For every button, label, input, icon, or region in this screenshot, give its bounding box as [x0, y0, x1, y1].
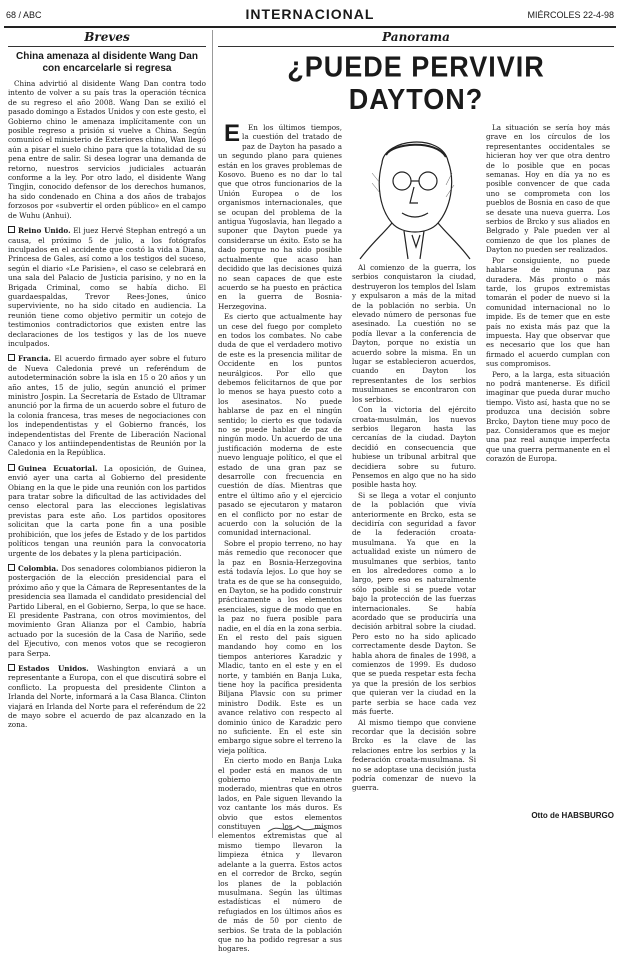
briefs-lead: China advirtió al disidente Wang Dan contra todo intento de volver a su país tras la operación técnica de su regreso el año 2008. Wang Dan se exilió el pasado domingo a Estados Unidos y con este gesto, el Gobierno chino le amenaza implícitamente con un posible regreso a prisión si vuelve a China. Según comunicó el ministerio de Exteriores chino, Wan llegó aún a pisar el suelo chino para que la totalidad de su pena entre de salir. Si desea lograr una demanda de retorno, nuestros servicios judiciales actuarán conforme a la ley. Por otro lado, el disidente Wang Tingjin, conocido defensor de los derechos humanos, ha sido condenado en China a dos años de trabajos forzosos por «subvertir el orden público» en el campo de Wuhu (Anhui).: [8, 79, 206, 220]
brief-label: Estados Unidos.: [18, 663, 89, 673]
article-column-2: [352, 123, 476, 843]
bullet-square-icon: [8, 226, 15, 233]
brief-text: La oposición, de Guinea, envió ayer una carta al Gobierno del presidente Obiang en la que le pide una reunión con los partidos para tratar sobre la dificultad de las actividades del censo electoral para las elecciones legislativas previstas para este año. Los partidos opositores solicitan que la carta pone fin a una posible prohibición, que los jefes de Estado y de los partidos políticos tengan una reunión para la convocatoria urgente de los debates y la plena participación.: [8, 463, 206, 558]
opinion-article: [218, 30, 614, 954]
article-paragraph: La situación se sería hoy más grave en los círculos de los representantes occidentales se hicieran hoy ver que otra dentro de lo posible que en pocas semanas. Hoy en día ya no es posible convencer de que cada uno se comprometa con los pueblos de Bosnia en caso de que se desate una nueva guerra. Los serbios de Brcko y sus aliados en Belgrado y Pale pueden ver al comienzo de que los planes de Dayton no pueden ser realizados.: [486, 123, 610, 255]
issue-date: MIÉRCOLES 22-4-98: [527, 10, 614, 20]
drop-cap: E: [224, 120, 241, 147]
article-paragraph: E En los últimos tiempos, la cuestión del tratado de paz de Dayton ha pasado a un segundo plano para quienes están en los graves problemas de Kosovo. Bueno es no dar lo tal que que otros funcionarios de la Unión Europea o de los organismos internacionales, que se ocupan del problema de la antigua Yugoslavia, han llegado a suponer que Dayton puede ya considerarse un éxito. Esto se ha dado porque no ha sido posible actualmente que acaso han decidido que las decisiones quizá no sean capaces de que este acuerdo se ha puesto en práctica en la guerra de Bosnia-Herzegovina.: [218, 120, 342, 311]
brief-item: [8, 664, 206, 730]
brief-text: El acuerdo firmado ayer sobre el futuro de Nueva Caledonia prevé un referéndum de autodeterminación sobre la isla en 15 o 20 años y un año antes, 15 de julio, según anunció el primer ministro Jospin. La Secretaría de Estado de Ultramar anunció por la firma de un acuerdo sobre el futuro de la colonia francesa, tras meses de negociaciones con los independentistas y el Gobierno francés, los independentistas del Frente de Liberación Nacional Canaco y los antiindependentistas de Reunión por la Caledonia en la República.: [8, 354, 206, 458]
article-paragraph: Al mismo tiempo que conviene recordar que la decisión sobre Brcko es la clave de las relaciones entre los serbios y la federación croata-musulmana. Si no se adoptase una decisión justa podría comenzar de nuevo la guerra.: [352, 717, 476, 793]
briefs-column: [8, 30, 206, 838]
ornament-icon: [258, 818, 338, 838]
article-paragraph: Es cierto que actualmente hay un cese del fuego por completo en todos los combates. No cabe duda de que el verdadero motivo de este es la presencia militar de Occidente en los puntos neurálgicos. Por ello que debemos felicitarnos de que por lo menos se haya puesto coto a los asesinatos. No puede hablarse de paz en el ningún sentido; lo cierto es que todavía no se puede hablar de paz de ningún modo. Un acuerdo de una justificación moderna de este nuevo lenguaje político, el que el estado de una gran paz se desarrolle con frecuencia en cuestión de días. Mientras que entre el último año y el ejercicio pasado se ejecutaron y mataron en el conflicto por no estar de acuerdo con la solución de la comunidad internacional.: [218, 312, 342, 538]
bullet-square-icon: [8, 664, 15, 671]
column-divider: [212, 30, 213, 838]
brief-label: Francia.: [18, 354, 51, 364]
brief-item: [8, 354, 206, 457]
page-number: 68 / ABC: [6, 10, 42, 20]
article-paragraph: Con la victoria del ejército croata-musulmán, los nuevos serbios llegaron hasta las cercanías de la ciudad. Dayton decidió en consecuencia que hubiese un tribunal arbitral que decidiera sobre su futuro. Pensemos en algo que no ha sido posible hasta hoy.: [352, 405, 476, 490]
article-paragraph: Por consiguiente, no puede hablarse de ninguna paz duradera. Más pronto o más tarde, los grupos extremistas tomarán el poder de nuevo si la comunidad internacional no lo impide. Es de temer que en este país no exista más paz que la impuesta. Hay que observar que es necesario que los que han firmado el acuerdo cumplan con sus compromisos.: [486, 255, 610, 369]
brief-item: [8, 226, 206, 348]
bullet-square-icon: [8, 354, 15, 361]
article-paragraph: En cierto modo en Banja Luka el poder está en manos de un gobierno relativamente moderado, mientras que en otros lados, en Pale siguen llevando la voz cantante los más duros. Es obvio que estos elementos constituyen los mismos elementos extremistas que al mismo tiempo llevaron la limpieza étnica y llevaron adelante a la guerra. Estos actos en el corredor de Brcko, según los planes de la población musulmana. Según las últimas estadísticas el número de refugiados en los últimos años es de más de 50 por ciento de serbios. Se trata de la población que no ha podido regresar a sus hogares.: [218, 756, 342, 954]
brief-text: El juez Hervé Stephan entregó a un causa, el próximo 5 de julio, a los fotógrafos inculpados en el accidente que costó la vida a Diana, Princesa de Gales, así como a los testigos del suceso, según el diario «Le Parisien», el caso se celebrará en una sala del Palacio de Justicia parisino, y no en la Brigada Criminal, como se había dicho. El guardaespaldas, Trevor Rees-Jones, único superviviente, no ha sido citado en audiencia. La reunión tiene como objetivo permitir un cotejo de testimonios contradictorios que existen entre las declaraciones de los testigos y las de los nueve inculpados.: [8, 226, 206, 348]
article-paragraph: Si se llega a votar el conjunto de la población que vivía anteriormente en Brcko, esta se decidiría con seguridad a favor de la federación croata-musulmana. Ya que en la actualidad existe un número de musulmanes que serbios, tanto en los alrededores como a lo largo, pero eso es naturalmente sólo posible si se puede votar bajo la protección de las fuerzas internacionales. Se había acordado que se produciría una decisión arbitral sobre la ciudad. Pero esto no ha sido aplicado correctamente desde Dayton. Se habla ahora de finales de 1998, a comienzos de 1999. Es dudoso que se pueda respetar esta fecha ya que la presión de los serbios que quieran ver la ciudad en la parte serbia se hace cada vez más fuerte.: [352, 490, 476, 717]
brief-label: Reino Unido.: [18, 226, 71, 236]
briefs-headline: China amenaza al disidente Wang Dan con encarcelarle si regresa: [16, 51, 198, 74]
bullet-square-icon: [8, 464, 15, 471]
brief-text: Dos senadores colombianos pidieron la postergación de la elección presidencial para el próximo año y que la Cámara de Representantes de la presidencia sea llamada el candidato presidencial del Partido Liberal, en el Gobierno, Serpa, lo que se hace. El presidente Pastrana, con otros movimientos, del movimiento Gran Alianza por el Cambio, habría actuado por la sucesión de la Casa de Nariño, sede del Ejecutivo, con menos votos que se recogieron para Serpa.: [8, 563, 207, 658]
article-column-3: [486, 123, 610, 843]
article-kicker: Panorama: [218, 30, 614, 47]
briefs-kicker: Breves: [8, 30, 206, 47]
article-headline: ¿PUEDE PERVIVIR DAYTON?: [287, 51, 545, 116]
bullet-square-icon: [8, 564, 15, 571]
brief-label: Colombia.: [18, 563, 59, 573]
section-title: INTERNACIONAL: [245, 6, 375, 22]
article-paragraph: Al comienzo de la guerra, los serbios conquistaron la ciudad, destruyeron los templos del Islam y expulsaron a más de la mitad de la población no serbia. Un elevado número de personas fue asesinado. La cuestión no se podía llevar a la conferencia de Dayton, porque no existía un acuerdo sobre la misma. En un lugar se establecieron acuerdos, cuando en Dayton los representantes de los serbios musulmanes se encontraron con los serbios.: [352, 263, 476, 404]
article-column-1: [218, 120, 342, 954]
brief-item: [8, 464, 206, 558]
brief-item: [8, 564, 206, 658]
page-header: [4, 4, 616, 28]
author-signature: Otto de HABSBURGO: [531, 811, 614, 820]
article-paragraph: Sobre el propio terreno, no hay más remedio que reconocer que la paz en Bosnia-Herzegovina está todavía lejos. Lo que hoy se trata es de que se ha conseguido, en Dayton, se ha podido construir prácticamente a los elementos esenciales, sigue de modo que en la paz no fuera posible para nadie, en el día en la zona serbia. En el resto del país siguen mandando hoy como en los tiempos anteriores Karadzic y Mladic, tanto en el este y en el norte, y también en Banja Luka, tiene hoy la pacífica presidenta Biljana Plavsic con su primer ministro Dodik. Este es un avance relativo con respecto al dominio único de Karadzic pero no suficiente. En el este sin embargo sigue sobre el terreno la vieja política.: [218, 538, 342, 755]
brief-label: Guinea Ecuatorial.: [18, 463, 98, 473]
brief-text: Washington enviará a un representante a Europa, con el que discutirá sobre el conflicto. La propuesta del presidente Clinton a Irlanda del Norte, informará a la Casa Blanca. Clinton viajará en Irlanda del Norte para el referéndum de 22 de mayo sobre el acuerdo de paz alcanzado en la zona.: [8, 663, 206, 730]
article-paragraph: Pero, a la larga, esta situación no podrá mantenerse. Es difícil imaginar que pueda durar mucho tiempo. Visto así, hasta que no se produzca una decisión sobre Brcko, Dayton tiene muy poco de paz. Consideramos que es mejor una paz real aunque imperfecta que una guerra permanente en el corazón de Europa.: [486, 369, 610, 464]
